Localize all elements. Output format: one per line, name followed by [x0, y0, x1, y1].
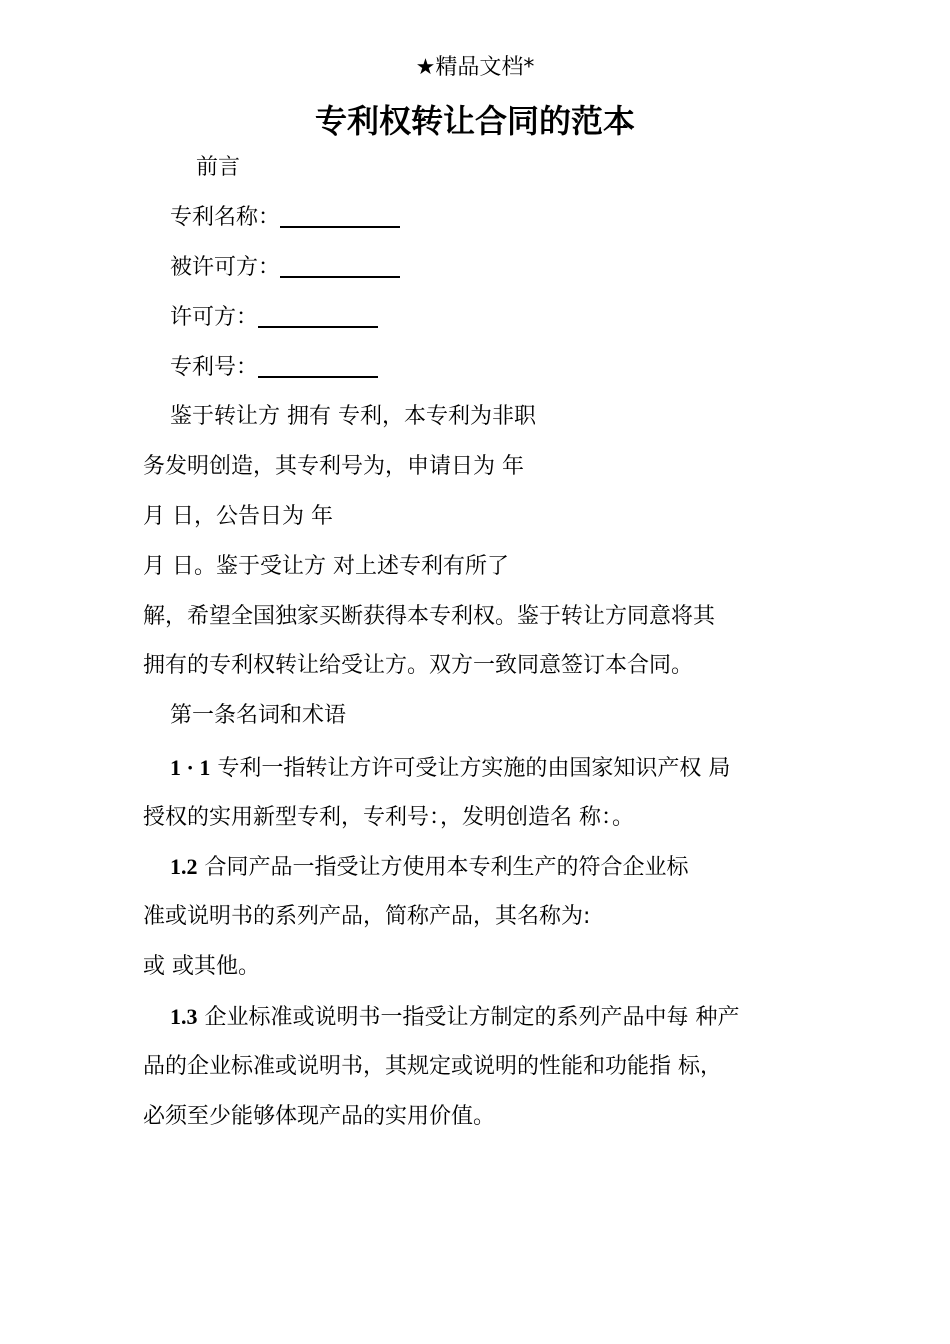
paragraph-line: 解，希望全国独家买断获得本专利权。鉴于转让方同意将其	[143, 604, 716, 629]
paragraph-line: 拥有的专利权转让给受让方。双方一致同意签订本合同。	[143, 653, 694, 678]
field-licensor	[170, 303, 378, 333]
field-label: 专利号：	[170, 355, 259, 380]
clause-number: 1.2	[170, 854, 198, 879]
paragraph-line: 月 日。鉴于受让方 对上述专利有所了	[143, 554, 509, 579]
blank-line	[258, 354, 378, 378]
paragraph-line: 月 日，公告日为 年	[143, 504, 333, 529]
preface-heading: 前言	[196, 155, 241, 180]
field-patent-number	[170, 353, 378, 383]
blank-line	[258, 304, 378, 328]
article-heading: 第一条名词和术语	[170, 703, 347, 728]
paragraph-line: 或 或其他。	[143, 954, 260, 979]
blank-line	[280, 204, 400, 228]
paragraph-line: 授权的实用新型专利，专利号：，发明创造名 称：。	[143, 805, 634, 830]
clause-1-3	[170, 1002, 740, 1033]
clause-text: 专利一指转让方许可受让方实施的由国家知识产权 局	[210, 756, 731, 781]
clause-1-1	[170, 753, 730, 784]
field-label: 专利名称：	[170, 205, 281, 230]
field-patent-name	[170, 203, 400, 233]
clause-number: 1 · 1	[170, 755, 211, 780]
clause-number: 1.3	[170, 1004, 198, 1029]
field-label: 被许可方：	[170, 255, 281, 280]
field-licensee	[170, 253, 400, 283]
field-label: 许可方：	[170, 305, 259, 330]
clause-1-2	[170, 852, 689, 883]
paragraph-line: 务发明创造，其专利号为，申请日为 年	[143, 454, 524, 479]
blank-line	[280, 254, 400, 278]
paragraph-line: 准或说明书的系列产品，简称产品，其名称为:	[143, 904, 591, 929]
paragraph-line: 鉴于转让方 拥有 专利，本专利为非职	[170, 404, 536, 429]
paragraph-line: 必须至少能够体现产品的实用价值。	[143, 1104, 496, 1129]
clause-text: 合同产品一指受让方使用本专利生产的符合企业标	[197, 855, 689, 880]
document-title: 专利权转让合同的范本	[314, 102, 635, 140]
page-header: ★精品文档*	[415, 55, 535, 80]
paragraph-line: 品的企业标准或说明书，其规定或说明的性能和功能指 标，	[143, 1054, 722, 1079]
clause-text: 企业标准或说明书一指受让方制定的系列产品中每 种产	[197, 1005, 740, 1030]
